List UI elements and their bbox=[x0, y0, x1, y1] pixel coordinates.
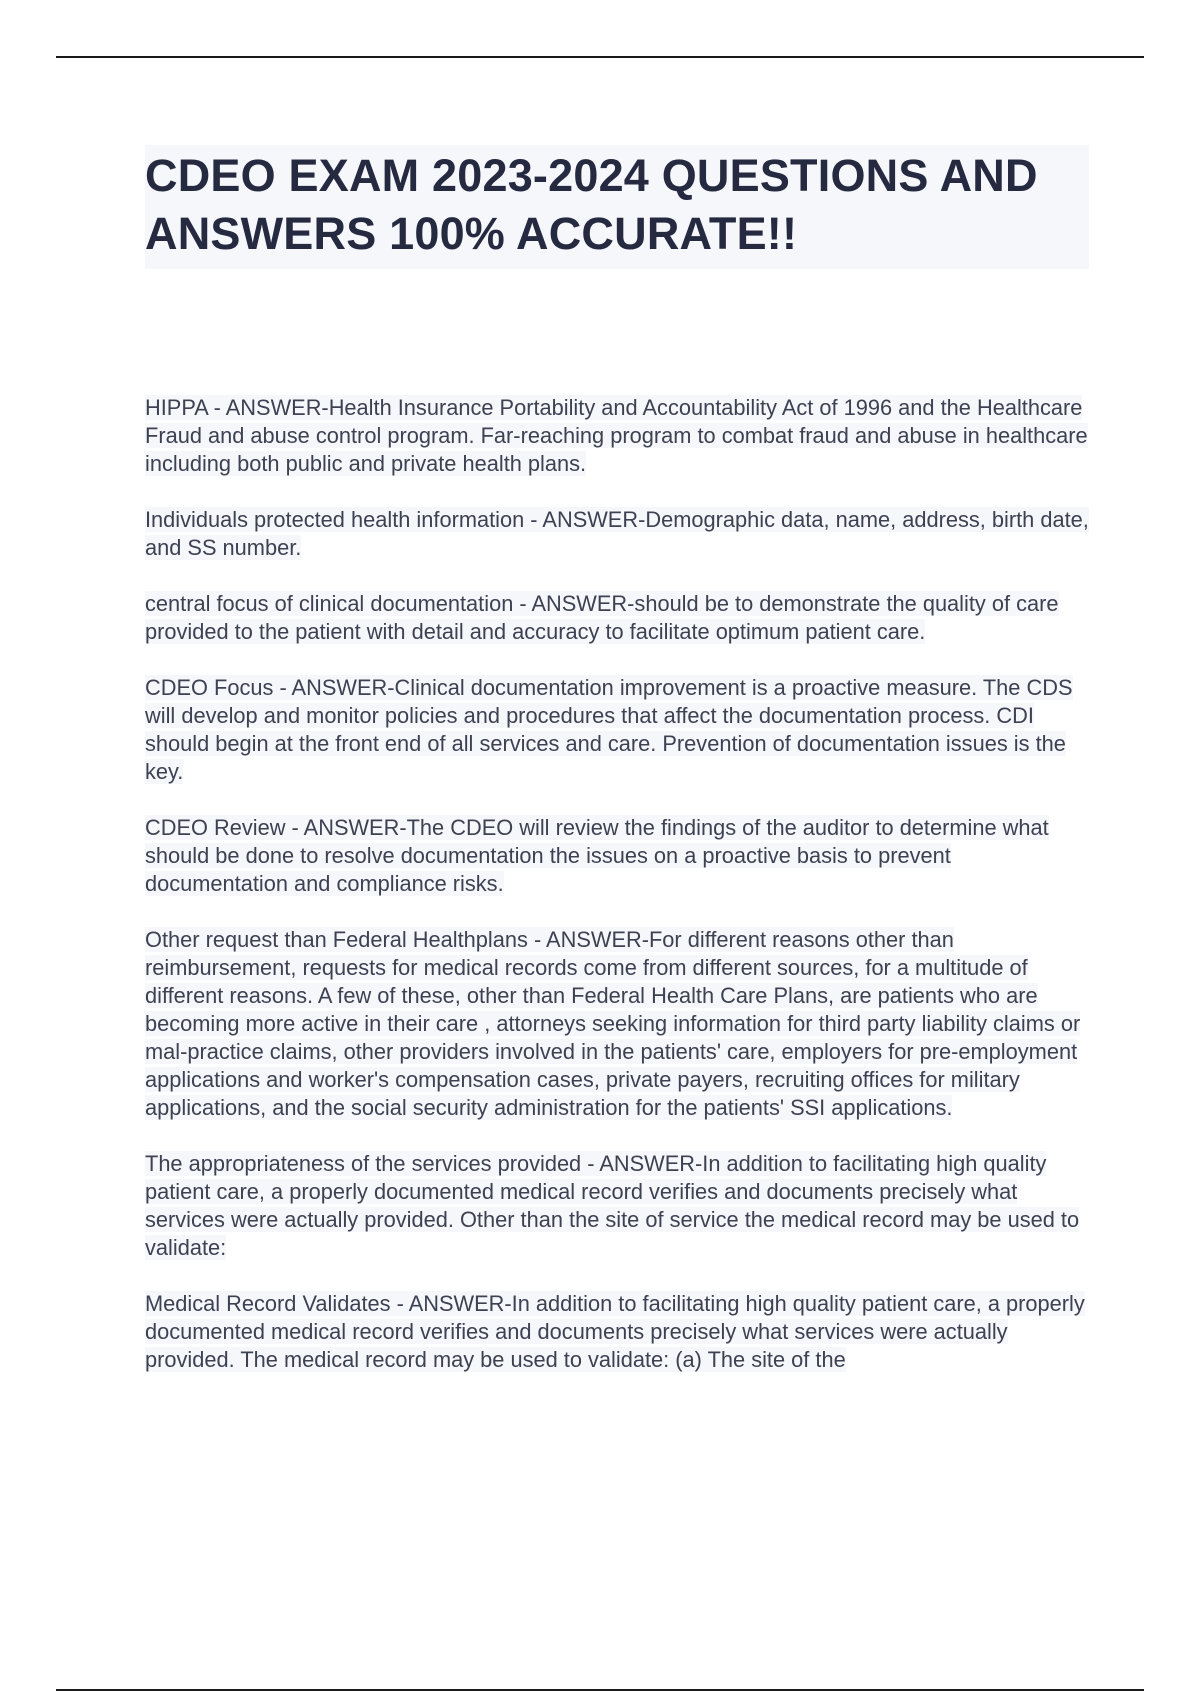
title-block bbox=[145, 145, 1089, 269]
qa-term: HIPPA - ANSWER- bbox=[145, 395, 329, 420]
qa-entry-appropriateness bbox=[145, 1150, 1089, 1262]
qa-entry-other-request bbox=[145, 926, 1089, 1122]
document-title: CDEO EXAM 2023-2024 QUESTIONS AND ANSWERS 100% ACCURATE!! bbox=[145, 150, 1038, 259]
qa-answer: Health Insurance Portability and Accountability Act of 1996 and the Healthcare Fraud and abuse control program. Far-reaching program to combat fraud and abuse in healthcare including both public and private health plans. bbox=[145, 395, 1088, 476]
qa-term: Medical Record Validates - ANSWER- bbox=[145, 1291, 512, 1316]
qa-term: Individuals protected health information - ANSWER- bbox=[145, 507, 646, 532]
qa-entry-medical-record-validates bbox=[145, 1290, 1089, 1374]
qa-term: central focus of clinical documentation - ANSWER- bbox=[145, 591, 635, 616]
qa-answer: For different reasons other than reimbursement, requests for medical records come from different sources, for a multitude of different reasons. A few of these, other than Federal Health Care Plans, are patients who are becoming more active in their care , attorneys seeking information for third party liability claims or mal-practice claims, other providers involved in the patients' care, employers for pre-employment applications and worker's compensation cases, private payers, recruiting offices for military applications, and the social security administration for the patients' SSI applications. bbox=[145, 927, 1081, 1120]
qa-answer: should be to demonstrate the quality of care provided to the patient with detail and accuracy to facilitate optimum patient care. bbox=[145, 591, 1059, 644]
qa-term: CDEO Focus - ANSWER- bbox=[145, 675, 395, 700]
qa-answer: In addition to facilitating high quality patient care, a properly documented medical record verifies and documents precisely what services were actually provided. Other than the site of service the medical record may be used to validate: bbox=[145, 1151, 1080, 1260]
qa-entry-cdeo-focus bbox=[145, 674, 1089, 786]
qa-entry-hippa bbox=[145, 394, 1089, 478]
qa-answer: In addition to facilitating high quality patient care, a properly documented medical record verifies and documents precisely what services were actually provided. The medical record may be used to validate: (a) The site of the bbox=[145, 1291, 1085, 1372]
footer-rule bbox=[56, 1689, 1144, 1691]
qa-term: The appropriateness of the services provided - ANSWER- bbox=[145, 1151, 703, 1176]
qa-answer: The CDEO will review the findings of the auditor to determine what should be done to resolve documentation the issues on a proactive basis to prevent documentation and compliance risks. bbox=[145, 815, 1049, 896]
qa-answer: Clinical documentation improvement is a proactive measure. The CDS will develop and monitor policies and procedures that affect the documentation process. CDI should begin at the front end of all services and care. Prevention of documentation issues is the key. bbox=[145, 675, 1073, 784]
header-rule bbox=[56, 56, 1144, 58]
qa-entry-central-focus bbox=[145, 590, 1089, 646]
qa-list bbox=[145, 394, 1089, 1402]
qa-term: Other request than Federal Healthplans - ANSWER- bbox=[145, 927, 649, 952]
qa-term: CDEO Review - ANSWER- bbox=[145, 815, 407, 840]
qa-entry-phi bbox=[145, 506, 1089, 562]
qa-answer: Demographic data, name, address, birth date, and SS number. bbox=[145, 507, 1089, 560]
qa-entry-cdeo-review bbox=[145, 814, 1089, 898]
